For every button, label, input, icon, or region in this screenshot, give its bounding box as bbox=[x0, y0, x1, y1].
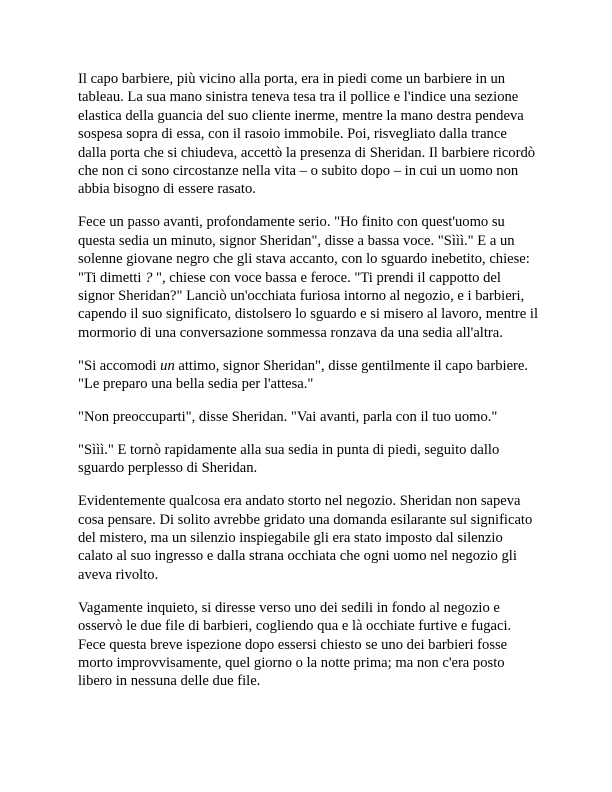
paragraph-3-text-a: "Si accomodi bbox=[78, 357, 161, 374]
document-page bbox=[78, 70, 538, 705]
paragraph-3-text-b: attimo, signor Sheridan", disse gentilmente il capo barbiere. "Le preparo una bella sedia per l'attesa." bbox=[78, 357, 529, 393]
paragraph-2-text-a: Fece un passo avanti, profondamente serio. "Ho finito con quest'uomo su questa sedia un minuto, signor Sheridan", disse a bassa voce. "Sììì." E a un solenne giovane negro che gli stava accanto, con lo sguardo inebetito, chiese: "Ti dimetti bbox=[78, 214, 530, 286]
paragraph-5: "Sììì." E tornò rapidamente alla sua sedia in punta di piedi, seguito dallo sguardo perplesso di Sheridan. bbox=[78, 441, 500, 477]
paragraph-7: Vagamente inquieto, si diresse verso uno dei sedili in fondo al negozio e osservò le due file di barbieri, cogliendo qua e là occhiate furtive e fugaci. Fece questa breve ispezione dopo essersi chiesto se uno dei barbieri fosse morto improvvisamente, quel giorno o la notte prima; ma non c'era posto libero in nessuna delle due file. bbox=[78, 599, 512, 690]
paragraph-3 bbox=[78, 357, 538, 394]
paragraph-2 bbox=[78, 213, 538, 342]
paragraph-3-italic: un bbox=[160, 357, 175, 374]
paragraph-2-text-b: ", chiese con voce bassa e feroce. "Ti prendi il cappotto del signor Sheridan?" Lanciò un'occhiata furiosa intorno al negozio, e i barbieri, capendo il suo significato, distolsero lo sguardo e si misero al lavoro, mentre il mormorio di una conversazione sommessa ronzava da una sedia all'altra. bbox=[78, 269, 539, 341]
paragraph-4: "Non preoccuparti", disse Sheridan. "Vai avanti, parla con il tuo uomo." bbox=[78, 409, 498, 425]
paragraph-2-italic: ? bbox=[145, 269, 153, 286]
paragraph-1: Il capo barbiere, più vicino alla porta, era in piedi come un barbiere in un tableau. La sua mano sinistra teneva tesa tra il pollice e l'indice una sezione elastica della guancia del suo cliente inerme, mentre la mano destra pendeva sospesa sopra di essa, con il rasoio immobile. Poi, risvegliato dalla trance dalla porta che si chiudeva, accettò la presenza di Sheridan. Il barbiere ricordò che non ci sono circostanze nella vita – o subito dopo – in cui un uomo non abbia bisogno di essere rasato. bbox=[78, 71, 536, 198]
paragraph-6: Evidentemente qualcosa era andato storto nel negozio. Sheridan non sapeva cosa pensare. Di solito avrebbe gridato una domanda esilarante sul significato del mistero, ma un silenzio inspiegabile gli era stato imposto dal silenzio calato al suo ingresso e dalla strana occhiata che ogni uomo nel negozio gli aveva rivolto. bbox=[78, 493, 533, 583]
